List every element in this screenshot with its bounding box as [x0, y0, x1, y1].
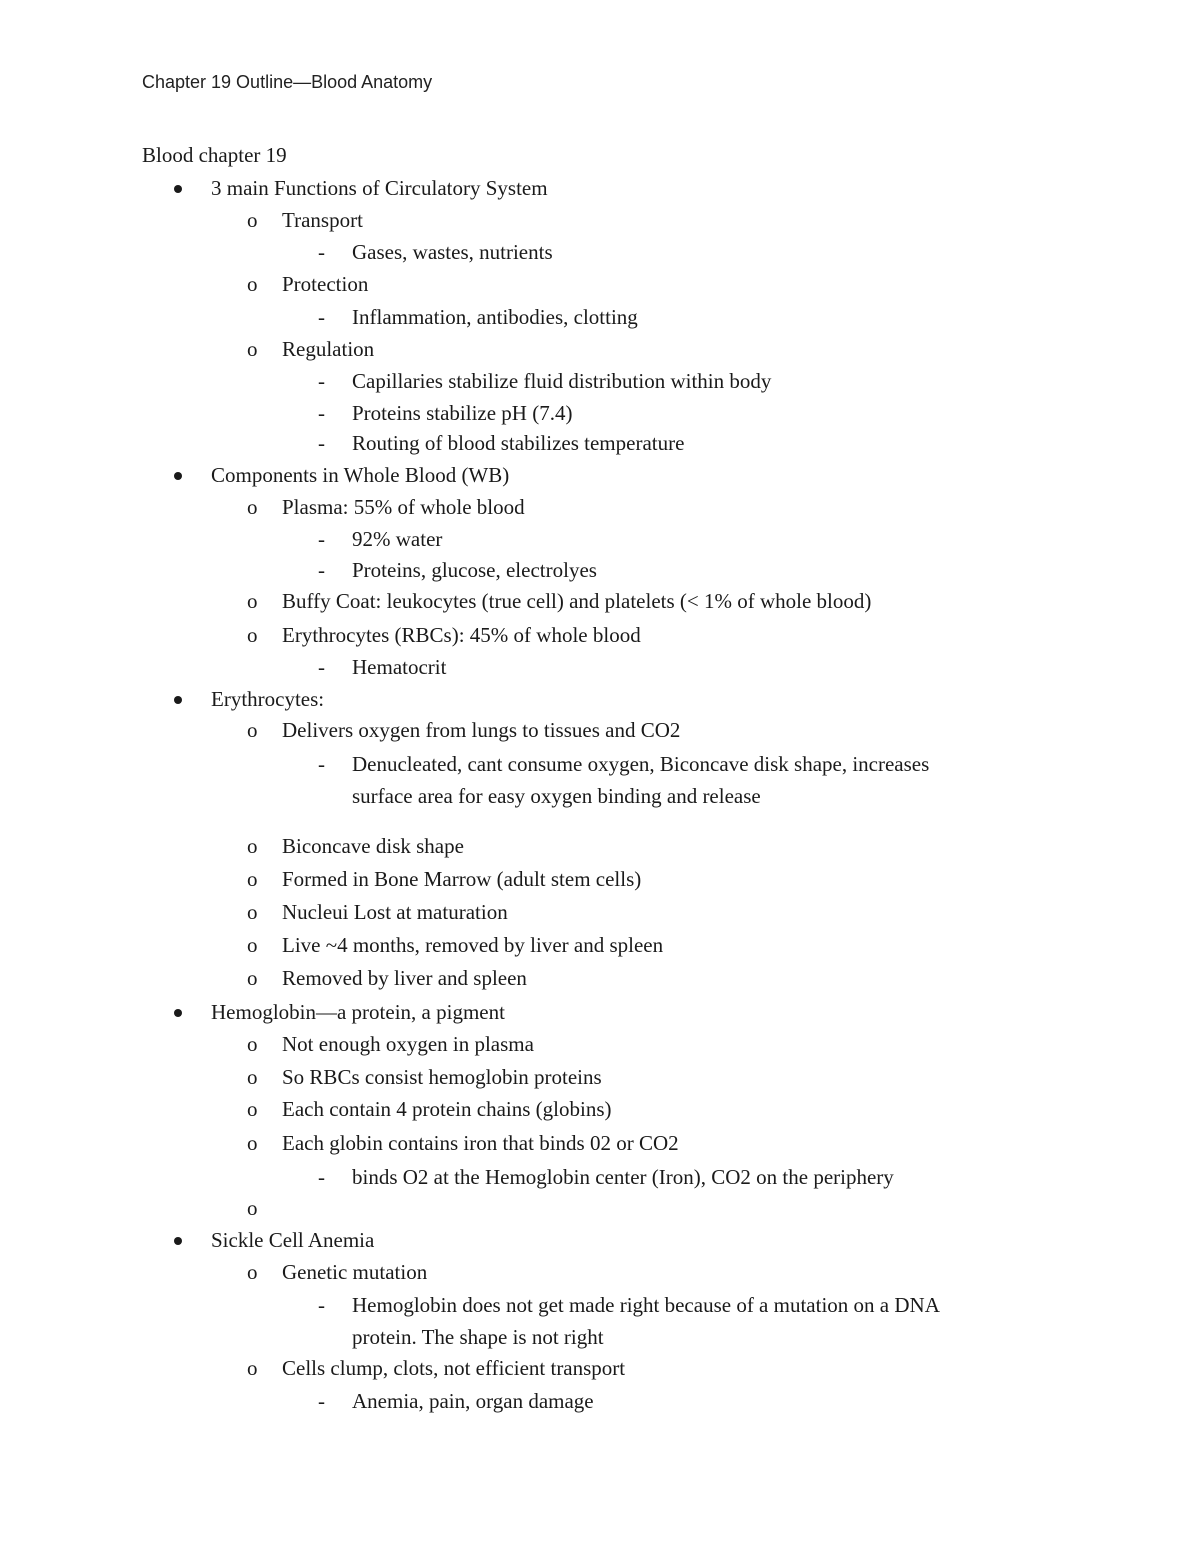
outline-item-text: Delivers oxygen from lungs to tissues and CO2 [282, 718, 681, 742]
dash-bullet-icon: - [318, 240, 325, 264]
circle-bullet-icon: o [247, 966, 258, 990]
outline-item-text: 92% water [352, 527, 443, 551]
bullet-dot-icon [174, 472, 182, 480]
outline-item-text: Denucleated, cant consume oxygen, Biconcave disk shape, increases [352, 752, 930, 776]
circle-bullet-icon: o [247, 1196, 258, 1220]
outline-item-text: Gases, wastes, nutrients [352, 240, 553, 264]
circle-bullet-icon: o [247, 208, 258, 232]
outline-item-text: Protection [282, 272, 369, 296]
bullet-icon [174, 460, 182, 480]
outline-item-text: Components in Whole Blood (WB) [211, 463, 510, 487]
dash-bullet-icon: - [318, 752, 325, 776]
outline-item-text: Hemoglobin—a protein, a pigment [211, 1000, 505, 1024]
circle-bullet-icon: o [247, 1065, 258, 1089]
page-header: Chapter 19 Outline—Blood Anatomy [142, 72, 433, 92]
bullet-dot-icon [174, 696, 182, 704]
dash-bullet-icon: - [318, 1389, 325, 1413]
outline-item-text: Plasma: 55% of whole blood [282, 495, 525, 519]
bullet-icon [174, 173, 182, 193]
dash-bullet-icon: - [318, 655, 325, 679]
circle-bullet-icon: o [247, 1032, 258, 1056]
circle-bullet-icon: o [247, 867, 258, 891]
circle-bullet-icon: o [247, 495, 258, 519]
outline-item-text: Hematocrit [352, 655, 447, 679]
bullet-dot-icon [174, 1009, 182, 1017]
circle-bullet-icon: o [247, 1260, 258, 1284]
outline-item-text: Hemoglobin does not get made right because of a mutation on a DNA [352, 1293, 940, 1317]
outline-item-text: Not enough oxygen in plasma [282, 1032, 534, 1056]
outline-item-continuation: surface area for easy oxygen binding and release [352, 784, 761, 808]
outline-item-text: Proteins, glucose, electrolyes [352, 558, 597, 582]
outline-item-text: Formed in Bone Marrow (adult stem cells) [282, 867, 642, 891]
circle-bullet-icon: o [247, 337, 258, 361]
circle-bullet-icon: o [247, 834, 258, 858]
circle-bullet-icon: o [247, 718, 258, 742]
document-title: Blood chapter 19 [142, 143, 287, 167]
outline-item-text: 3 main Functions of Circulatory System [211, 176, 548, 200]
outline-item-text: Sickle Cell Anemia [211, 1228, 375, 1252]
outline-item-continuation: protein. The shape is not right [352, 1325, 604, 1349]
circle-bullet-icon: o [247, 1356, 258, 1380]
circle-bullet-icon: o [247, 1097, 258, 1121]
dash-bullet-icon: - [318, 1165, 325, 1189]
dash-bullet-icon: - [318, 527, 325, 551]
outline-item-text: Cells clump, clots, not efficient transport [282, 1356, 626, 1380]
outline-item-text: Transport [282, 208, 363, 232]
outline-item-text: Nucleui Lost at maturation [282, 900, 508, 924]
dash-bullet-icon: - [318, 558, 325, 582]
circle-bullet-icon: o [247, 1131, 258, 1155]
outline-item-text: Capillaries stabilize fluid distribution within body [352, 369, 772, 393]
bullet-icon [174, 997, 182, 1017]
outline-item-text: Genetic mutation [282, 1260, 428, 1284]
outline-item-text: Each globin contains iron that binds 02 or CO2 [282, 1131, 679, 1155]
bullet-icon [174, 1225, 182, 1245]
bullet-dot-icon [174, 1237, 182, 1245]
bullet-icon [174, 684, 182, 704]
outline-item-text: Erythrocytes: [211, 687, 325, 711]
outline-item-text: Buffy Coat: leukocytes (true cell) and platelets (< 1% of whole blood) [282, 589, 872, 613]
dash-bullet-icon: - [318, 401, 325, 425]
outline-item-text: Erythrocytes (RBCs): 45% of whole blood [282, 623, 641, 647]
dash-bullet-icon: - [318, 1293, 325, 1317]
circle-bullet-icon: o [247, 589, 258, 613]
bullet-dot-icon [174, 185, 182, 193]
dash-bullet-icon: - [318, 305, 325, 329]
circle-bullet-icon: o [247, 933, 258, 957]
outline-item-text: binds O2 at the Hemoglobin center (Iron), CO2 on the periphery [352, 1165, 894, 1189]
outline-item-text: Inflammation, antibodies, clotting [352, 305, 638, 329]
outline-item-text: Each contain 4 protein chains (globins) [282, 1097, 612, 1121]
outline-item-text: Regulation [282, 337, 375, 361]
dash-bullet-icon: - [318, 369, 325, 393]
outline-item-text: Routing of blood stabilizes temperature [352, 431, 685, 455]
outline-item-text: Live ~4 months, removed by liver and spleen [282, 933, 664, 957]
outline-item-text: So RBCs consist hemoglobin proteins [282, 1065, 602, 1089]
dash-bullet-icon: - [318, 431, 325, 455]
outline-item-text: Anemia, pain, organ damage [352, 1389, 594, 1413]
circle-bullet-icon: o [247, 623, 258, 647]
outline-item-text: Removed by liver and spleen [282, 966, 527, 990]
outline-item-text: Biconcave disk shape [282, 834, 464, 858]
circle-bullet-icon: o [247, 900, 258, 924]
outline-item-text: Proteins stabilize pH (7.4) [352, 401, 573, 425]
circle-bullet-icon: o [247, 272, 258, 296]
